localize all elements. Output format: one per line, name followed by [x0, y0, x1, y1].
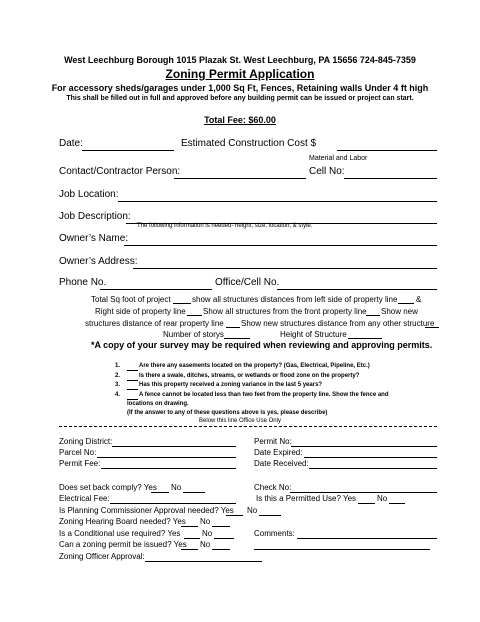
dim-line3-a: structures distance of rear property line: [85, 319, 224, 328]
header-notice: This shall be filled out in full and approved before any building permit can be issued or project can start.: [66, 95, 414, 102]
question-1-text: Are there any easements located on the property? (Gas, Electrical, Pipeline, Etc.): [139, 363, 370, 369]
zoning-district-label: Zoning District:: [59, 437, 113, 446]
comments-label: Comments:: [254, 529, 295, 538]
dim-line2-a: Right side of property line: [95, 307, 186, 316]
dim-line1-a: Total Sq foot of project: [91, 295, 171, 304]
phone-label: Phone No.: [59, 277, 107, 288]
zoning-district-field[interactable]: [112, 446, 236, 447]
job-description-label: Job Description:: [59, 211, 131, 222]
dim-line4-b: Height of Structure: [280, 330, 347, 339]
cell-label: Cell No:: [309, 166, 345, 177]
owner-address-label: Owner’s Address:: [59, 256, 138, 267]
permitted-use-no-field[interactable]: [389, 503, 405, 504]
can-issue-yes-field[interactable]: [181, 549, 198, 550]
question-1-answer[interactable]: [127, 370, 138, 371]
parcel-no-label: Parcel No:: [59, 448, 97, 457]
question-4-text: A fence cannot be located less than two feet from the property line. Show the fence and: [139, 392, 389, 398]
right-distance-field[interactable]: [187, 315, 202, 316]
describe-note: (If the answer to any of these questions above is yes, please describe): [127, 410, 328, 416]
check-no-field[interactable]: [290, 492, 437, 493]
setback-yes-field[interactable]: [151, 492, 169, 493]
setback-label: Does set back comply? Yes: [59, 483, 157, 492]
permitted-use-label: Is this a Permitted Use? Yes: [256, 494, 357, 503]
date-received-field[interactable]: [309, 468, 437, 469]
owner-name-field[interactable]: [124, 245, 437, 246]
page-title: Zoning Permit Application: [165, 67, 315, 81]
rear-distance-field[interactable]: [226, 327, 240, 328]
office-cell-label: Office/Cell No.: [215, 277, 280, 288]
date-expired-label: Date Expired:: [254, 448, 303, 457]
total-fee: Total Fee: $60.00: [204, 115, 276, 125]
height-field[interactable]: [348, 338, 382, 339]
owner-address-field[interactable]: [133, 268, 437, 269]
question-2-answer[interactable]: [127, 380, 138, 381]
question-1-number: 1.: [115, 363, 121, 369]
question-3-answer[interactable]: [127, 389, 138, 390]
question-3-number: 3.: [115, 382, 121, 388]
conditional-label: Is a Conditional use required? Yes: [59, 529, 181, 538]
officer-approval-label: Zoning Officer Approval:: [59, 552, 145, 561]
date-label: Date:: [59, 138, 83, 149]
job-location-label: Job Location:: [59, 189, 119, 200]
needed-info-note: The following information is needed- height, size, location, & style.: [137, 223, 313, 229]
hearing-label: Zoning Hearing Board needed? Yes: [59, 517, 186, 526]
total-sqft-field[interactable]: [173, 303, 191, 304]
owner-name-label: Owner’s Name:: [59, 233, 129, 244]
permitted-use-no-label: No: [377, 494, 388, 503]
planning-yes-field[interactable]: [226, 515, 243, 516]
dim-line1-c: &: [416, 295, 422, 304]
date-expired-field[interactable]: [304, 457, 437, 458]
office-use-note: Below this line Office Use Only: [199, 418, 281, 424]
conditional-no-label: No: [202, 529, 213, 538]
comments-field-2[interactable]: [254, 549, 430, 550]
setback-no-label: No: [171, 483, 182, 492]
hearing-no-label: No: [200, 517, 211, 526]
can-issue-no-label: No: [200, 540, 211, 549]
header-address: West Leechburg Borough 1015 Plazak St. West Leechburg, PA 15656 724-845-7359: [64, 55, 416, 65]
planning-label: Is Planning Commissioner Approval needed? Yes: [59, 506, 234, 515]
comments-field[interactable]: [297, 538, 437, 539]
conditional-yes-field[interactable]: [184, 538, 200, 539]
permit-no-label: Permit No:: [254, 437, 292, 446]
contact-label: Contact/Contractor Person:: [59, 166, 181, 177]
officer-approval-field[interactable]: [145, 561, 262, 562]
check-no-label: Check No:: [254, 483, 292, 492]
permit-fee-label: Permit Fee:: [59, 459, 101, 468]
parcel-no-field[interactable]: [97, 457, 236, 458]
storys-field[interactable]: [224, 338, 250, 339]
header-subtitle: For accessory sheds/garages under 1,000 Sq Ft, Fences, Retaining walls Under 4 ft high: [51, 83, 429, 93]
other-structure-distance-field[interactable]: [425, 327, 439, 328]
hearing-yes-field[interactable]: [181, 526, 198, 527]
job-location-field[interactable]: [118, 201, 437, 202]
question-4-continued: locations on drawing.: [127, 401, 189, 407]
dim-line3-b: Show new structures distance from any other structure: [241, 319, 435, 328]
cell-field[interactable]: [344, 178, 437, 179]
est-cost-label: Estimated Construction Cost $: [181, 138, 317, 149]
can-issue-no-field[interactable]: [212, 549, 230, 550]
dim-line4-a: Number of storys: [163, 330, 224, 339]
permit-no-field[interactable]: [291, 446, 437, 447]
planning-no-field[interactable]: [259, 515, 281, 516]
date-field[interactable]: [82, 150, 174, 151]
question-4-number: 4.: [115, 392, 121, 398]
phone-field[interactable]: [100, 289, 212, 290]
front-distance-field[interactable]: [366, 315, 380, 316]
dim-line2-b: Show all structures from the front property line: [203, 307, 367, 316]
can-issue-label: Can a zoning permit be issued? Yes: [59, 540, 187, 549]
question-4-answer[interactable]: [127, 399, 138, 400]
office-use-divider: [59, 426, 437, 427]
survey-notice: *A copy of your survey may be required when reviewing and approving permits.: [91, 340, 433, 350]
setback-no-field[interactable]: [183, 492, 205, 493]
date-received-label: Date Received:: [254, 459, 309, 468]
electrical-fee-field[interactable]: [110, 503, 236, 504]
question-3-text: Has this property received a zoning variance in the last 5 years?: [139, 382, 323, 388]
hearing-no-field[interactable]: [212, 526, 230, 527]
office-cell-field[interactable]: [277, 289, 437, 290]
question-2-text: Is there a swale, ditches, streams, or wetlands or flood zone on the property?: [139, 373, 360, 379]
est-cost-field[interactable]: [337, 150, 437, 151]
left-distance-field[interactable]: [398, 303, 414, 304]
permit-fee-field[interactable]: [101, 468, 236, 469]
planning-no-label: No: [247, 506, 258, 515]
electrical-fee-label: Electrical Fee:: [59, 494, 110, 503]
permitted-use-yes-field[interactable]: [358, 503, 375, 504]
question-2-number: 2.: [115, 373, 121, 379]
material-labor-note: Material and Labor: [309, 155, 368, 162]
dim-line2-c: Show new: [381, 307, 418, 316]
contact-field[interactable]: [174, 178, 306, 179]
dim-line1-b: show all structures distances from left side of property line: [192, 295, 398, 304]
conditional-no-field[interactable]: [214, 538, 234, 539]
